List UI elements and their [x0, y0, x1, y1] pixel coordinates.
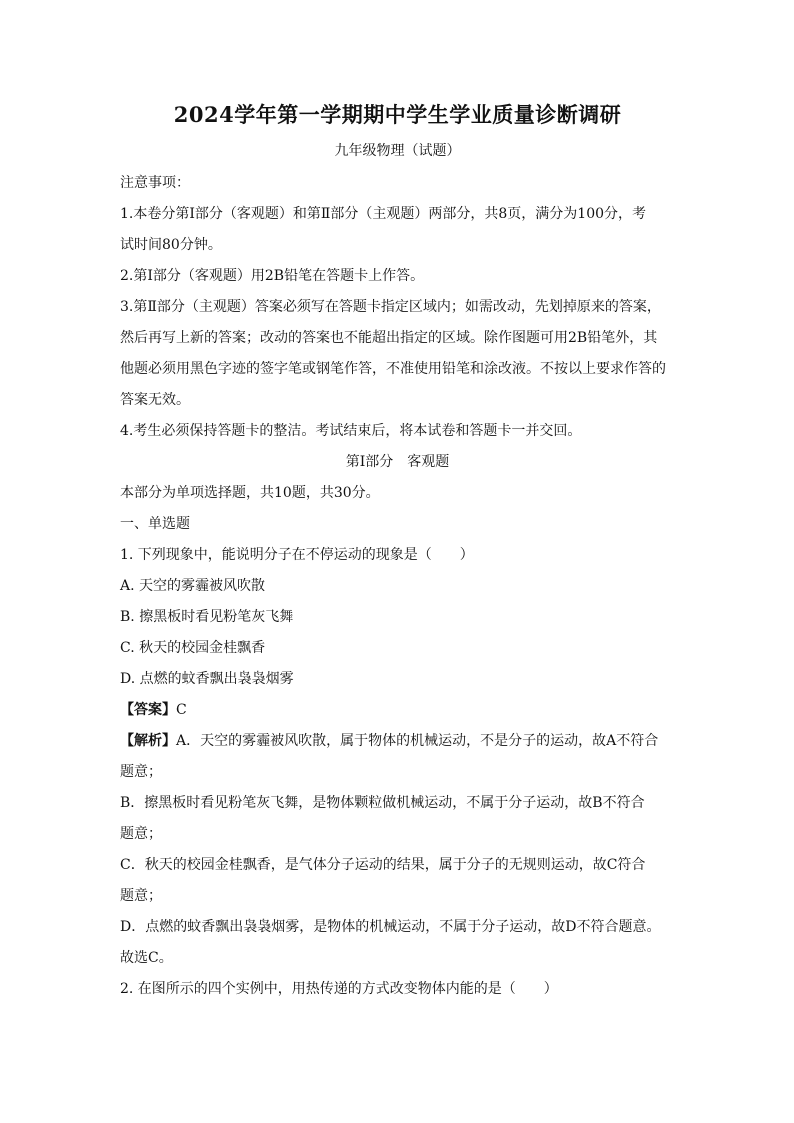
note-1-line-1: 1.本卷分第Ⅰ部分（客观题）和第Ⅱ部分（主观题）两部分，共8页，满分为100分，考 — [120, 206, 647, 222]
answer-label: 【答案】 — [120, 702, 176, 718]
analysis-c-line-1: C．秋天的校园金桂飘香，是气体分子运动的结果，属于分子的无规则运动，故C符合 — [120, 857, 646, 873]
exam-page — [120, 100, 675, 1005]
analysis-a-text: A．天空的雾霾被风吹散，属于物体的机械运动，不是分子的运动，故A不符合 — [176, 733, 659, 749]
question-1-option-d: D. 点燃的蚊香飘出袅袅烟雾 — [120, 671, 294, 687]
note-1-line-2: 试时间80分钟。 — [120, 237, 222, 253]
analysis-b-line-2: 题意； — [120, 826, 162, 842]
note-3-line-3: 他题必须用黑色字迹的签字笔或钢笔作答，不准使用铅笔和涂改液。不按以上要求作答的 — [120, 361, 666, 377]
analysis-b-line-1: B．擦黑板时看见粉笔灰飞舞，是物体颗粒做机械运动，不属于分子运动，故B不符合 — [120, 795, 645, 811]
answer-value: C — [176, 702, 187, 718]
analysis-a-line-1 — [120, 726, 675, 757]
notes-heading: 注意事项： — [120, 175, 190, 191]
part1-heading: 第Ⅰ部分 客观题 — [345, 454, 450, 470]
question-2-stem: 2. 在图所示的四个实例中，用热传递的方式改变物体内能的是（ ） — [120, 981, 558, 997]
note-2: 2.第Ⅰ部分（客观题）用2B铅笔在答题卡上作答。 — [120, 268, 425, 284]
note-4: 4.考生必须保持答题卡的整洁。考试结束后，将本试卷和答题卡一并交回。 — [120, 423, 582, 439]
question-1-conclusion: 故选C。 — [120, 950, 173, 966]
note-3-line-2: 然后再写上新的答案；改动的答案也不能超出指定的区域。除作图题可用2B铅笔外，其 — [120, 330, 658, 346]
question-1-option-a: A. 天空的雾霾被风吹散 — [120, 578, 266, 594]
analysis-a-line-2: 题意； — [120, 764, 162, 780]
question-1-option-c: C. 秋天的校园金桂飘香 — [120, 640, 266, 656]
page-title: 2024学年第一学期期中学生学业质量诊断调研 — [173, 102, 622, 127]
section-heading: 一、单选题 — [120, 516, 190, 532]
page-subtitle: 九年级物理（试题） — [334, 143, 461, 159]
question-1-answer — [120, 695, 675, 726]
question-1-option-b: B. 擦黑板时看见粉笔灰飞舞 — [120, 609, 294, 625]
part1-intro: 本部分为单项选择题，共10题，共30分。 — [120, 485, 380, 501]
note-3-line-4: 答案无效。 — [120, 392, 190, 408]
note-3-line-1: 3.第Ⅱ部分（主观题）答案必须写在答题卡指定区域内；如需改动，先划掉原来的答案， — [120, 299, 661, 315]
analysis-label: 【解析】 — [120, 733, 176, 749]
analysis-c-line-2: 题意； — [120, 888, 162, 904]
question-1-stem: 1. 下列现象中，能说明分子在不停运动的现象是（ ） — [120, 547, 474, 563]
analysis-d-line-1: D．点燃的蚊香飘出袅袅烟雾，是物体的机械运动，不属于分子运动，故D不符合题意。 — [120, 919, 661, 935]
